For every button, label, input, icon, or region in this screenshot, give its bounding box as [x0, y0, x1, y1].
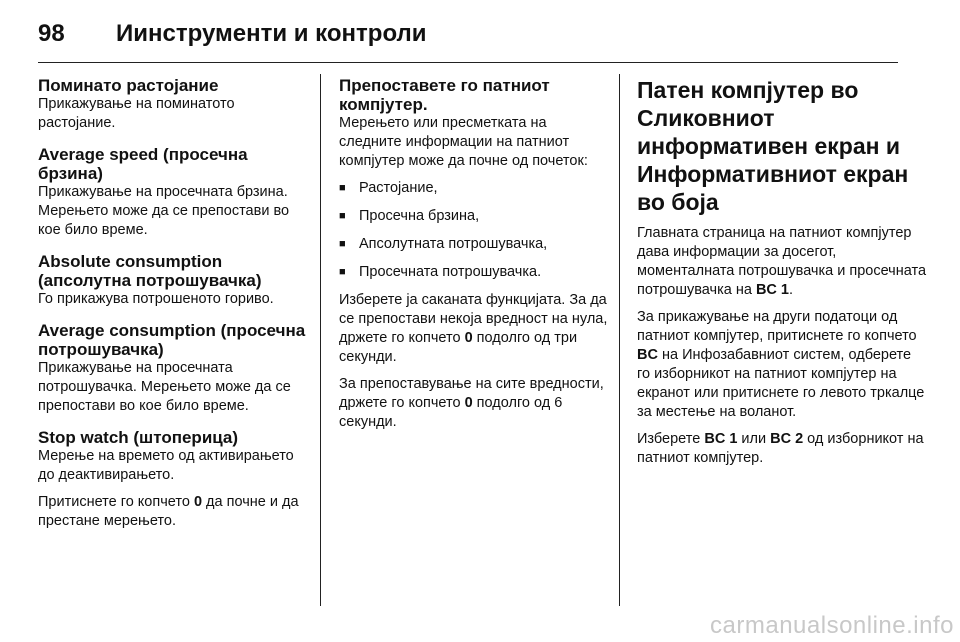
- section-absolute-consumption: [38, 252, 308, 309]
- section-average-speed: [38, 145, 308, 240]
- section-title: Average speed (просечна брзина): [38, 145, 248, 183]
- section-stop-watch: [38, 428, 308, 531]
- list-item: ■ Растојание,: [339, 180, 438, 196]
- button-label: 0: [464, 330, 473, 346]
- section-title: Absolute consumption (апсолутна потрошувачка): [38, 252, 262, 290]
- section-title: Average consumption (просечна потрошувачка): [38, 321, 306, 359]
- trip-paragraph-1: Главната страница на патниот компјутер дава информации за досегот, моменталната потрошувачка и просечната потрошувачка на BC 1.: [637, 225, 927, 298]
- section-distance: [38, 76, 308, 133]
- list-item: ■ Просечна брзина,: [339, 208, 480, 224]
- section-body: Прикажување на просечната брзина. Мерењето може да се препостави во кое било време.: [38, 184, 290, 238]
- page-header: [38, 20, 427, 50]
- list-item: ■ Просечната потрошувачка.: [339, 264, 542, 280]
- column-3: [637, 76, 927, 468]
- bc1-label: BC 1: [704, 431, 738, 447]
- trip-paragraph-2: За прикажување на други податоци од патниот компјутер, притиснете го копчето BC на Инфозабавниот систем, одберете го изборникот на патниот компјутер на екранот или притиснете го левото тркалце за местење на воланот.: [637, 309, 925, 420]
- page-number: 98: [38, 20, 65, 47]
- section-title: Поминато растојание: [38, 76, 219, 95]
- section-body: Мерење на времето од активирањето до деактивирањето.: [38, 448, 294, 483]
- button-label: 0: [193, 494, 203, 510]
- reset-paragraph-2: Изберете ја саканата функцијата. За да се препостави некоја вредност на нула, држете го копчето 0 подолго од три секунди.: [339, 292, 608, 365]
- section-title: Stop watch (штоперица): [38, 428, 239, 447]
- header-rule: [38, 62, 898, 63]
- bc1-label: BC 1: [755, 282, 789, 298]
- bullet-icon: ■: [339, 210, 346, 222]
- section-average-consumption: [38, 321, 308, 416]
- watermark: carmanualsonline.info: [710, 612, 954, 639]
- bullet-icon: ■: [339, 182, 346, 194]
- reset-paragraph-3: За препоставување на сите вредности, држете го копчето 0 подолго од 6 секунди.: [339, 376, 604, 430]
- reset-intro: Мерењето или пресметката на следните информации на патниот компјутер може да почне од почеток:: [339, 115, 588, 169]
- reset-title: Препоставете го патниот компјутер.: [339, 76, 550, 114]
- button-label: 0: [464, 395, 473, 411]
- section-body: Прикажување на просечната потрошувачка. Мерењето може да се препостави во кое било време.: [38, 360, 291, 414]
- column-divider-2: [619, 74, 620, 606]
- reset-list: [339, 179, 609, 282]
- bc-button-label: BC: [637, 347, 658, 363]
- column-divider-1: [320, 74, 321, 606]
- column-1: [38, 76, 308, 543]
- bc2-label: BC 2: [770, 431, 804, 447]
- section-body: Го прикажува потрошеното гориво.: [38, 291, 274, 307]
- list-item: ■ Апсолутната потрошувачка,: [339, 236, 548, 252]
- bullet-icon: ■: [339, 266, 346, 278]
- trip-paragraph-3: Изберете BC 1 или BC 2 од изборникот на патниот компјутер.: [637, 431, 924, 466]
- trip-computer-title: Патен компјутер во Сликовниот информативен екран и Информативниот екран во боја: [637, 77, 909, 215]
- bullet-icon: ■: [339, 238, 346, 250]
- section-body: Прикажување на поминатото растојание.: [38, 96, 235, 131]
- page-title: Иинструменти и контроли: [116, 20, 427, 47]
- stopwatch-instruction: Притиснете го копчето 0 да почне и да престане мерењето.: [38, 494, 299, 529]
- column-2: [339, 76, 609, 432]
